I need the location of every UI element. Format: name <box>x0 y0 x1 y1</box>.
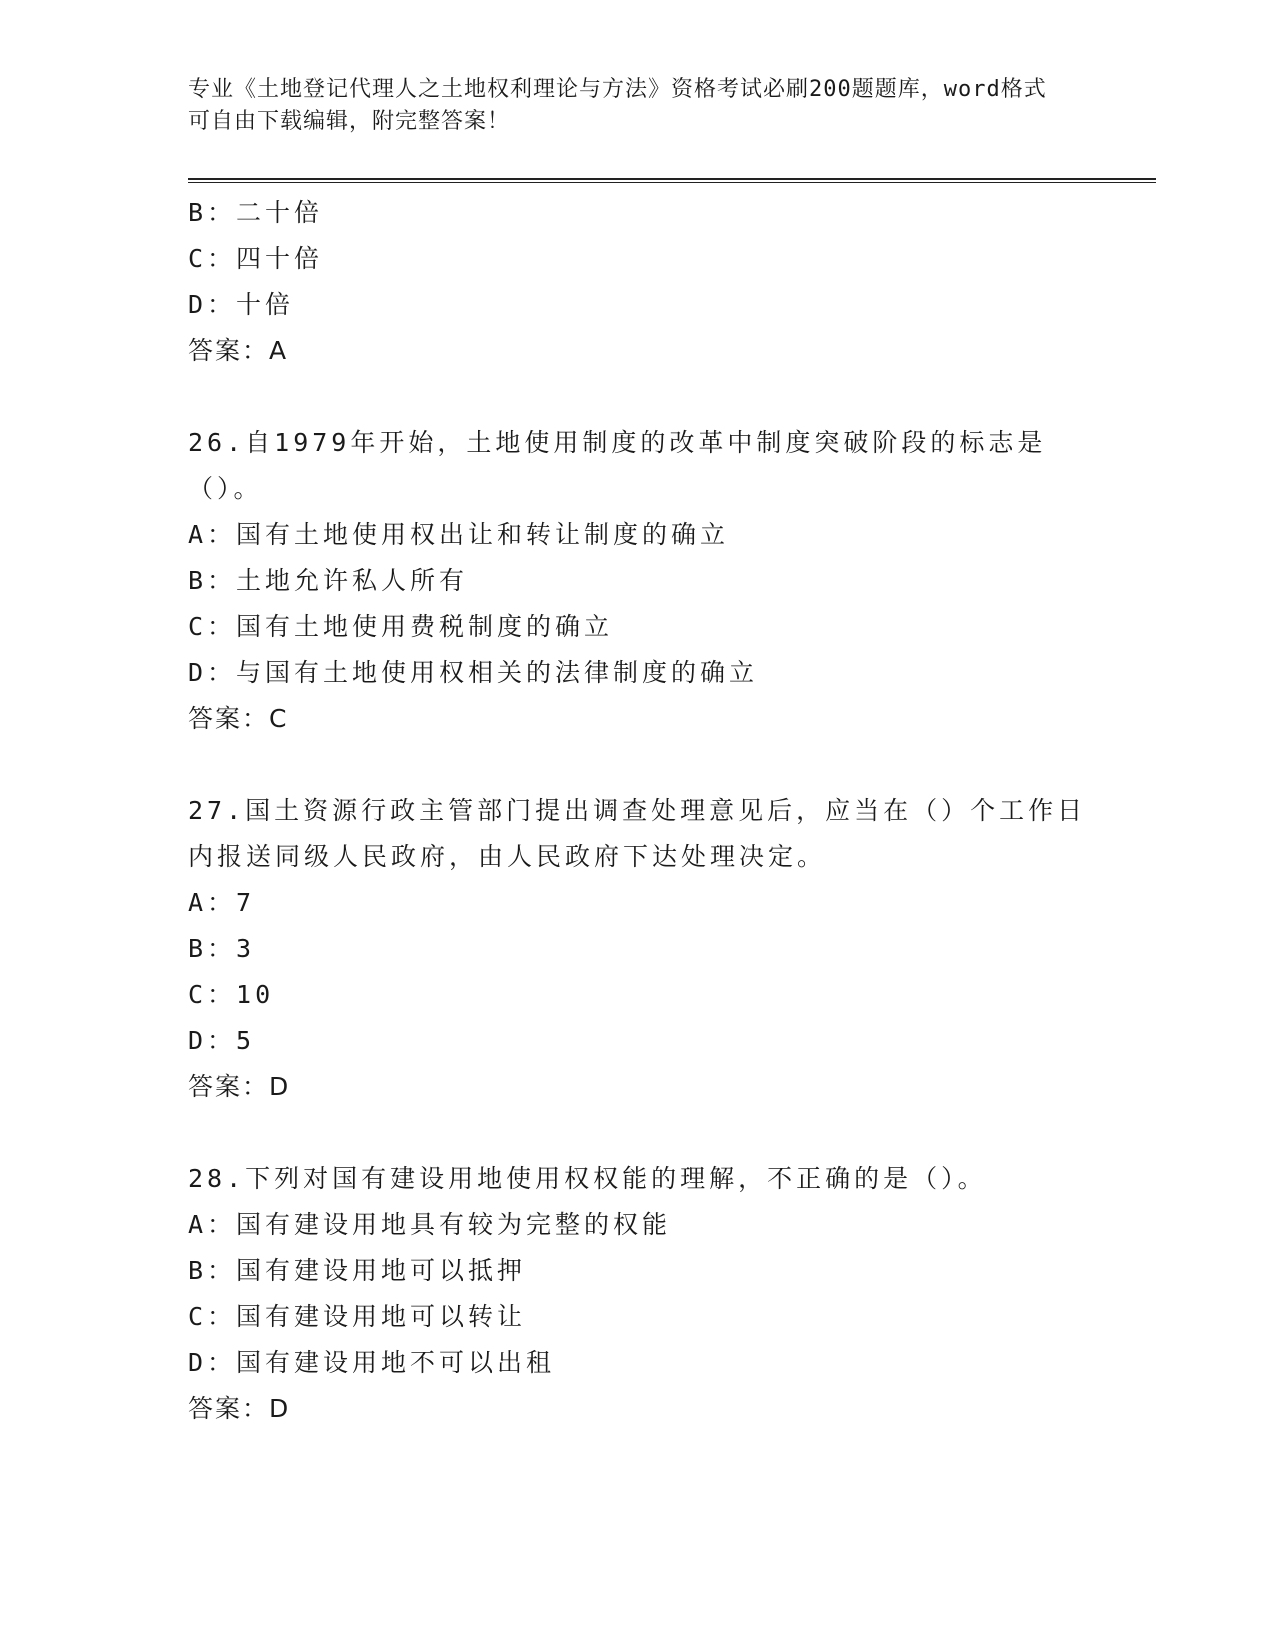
question-25 <box>188 190 1088 374</box>
question-stem: 26.自1979年开始，土地使用制度的改革中制度突破阶段的标志是（）。 <box>188 428 1047 503</box>
answer: 答案：D <box>188 1072 291 1101</box>
question-27 <box>188 788 1088 1110</box>
option-c: C：四十倍 <box>188 244 324 273</box>
option-c: C：国有建设用地可以转让 <box>188 1302 527 1331</box>
answer: 答案：A <box>188 336 289 365</box>
option-b: B：国有建设用地可以抵押 <box>188 1256 527 1285</box>
question-28 <box>188 1156 1088 1432</box>
option-a: A：国有土地使用权出让和转让制度的确立 <box>188 520 730 549</box>
option-c: C：国有土地使用费税制度的确立 <box>188 612 614 641</box>
option-d: D：国有建设用地不可以出租 <box>188 1348 556 1377</box>
option-d: D：十倍 <box>188 290 295 319</box>
option-b: B：土地允许私人所有 <box>188 566 469 595</box>
question-26 <box>188 420 1088 742</box>
header-divider <box>188 178 1156 183</box>
option-d: D：5 <box>188 1026 256 1055</box>
option-b: B：3 <box>188 934 256 963</box>
question-stem: 28.下列对国有建设用地使用权权能的理解，不正确的是（）。 <box>188 1164 987 1193</box>
page-header: 专业《土地登记代理人之土地权利理论与方法》资格考试必刷200题题库，word格式可自由下载编辑，附完整答案！ <box>188 77 1047 134</box>
answer: 答案：D <box>188 1394 291 1423</box>
answer: 答案：C <box>188 704 289 733</box>
option-b: B：二十倍 <box>188 198 324 227</box>
option-a: A：7 <box>188 888 256 917</box>
option-a: A：国有建设用地具有较为完整的权能 <box>188 1210 672 1239</box>
option-d: D：与国有土地使用权相关的法律制度的确立 <box>188 658 759 687</box>
question-stem: 27.国土资源行政主管部门提出调查处理意见后，应当在（）个工作日内报送同级人民政府，由人民政府下达处理决定。 <box>188 796 1087 871</box>
option-c: C：10 <box>188 980 275 1009</box>
question-list <box>188 190 1088 1432</box>
